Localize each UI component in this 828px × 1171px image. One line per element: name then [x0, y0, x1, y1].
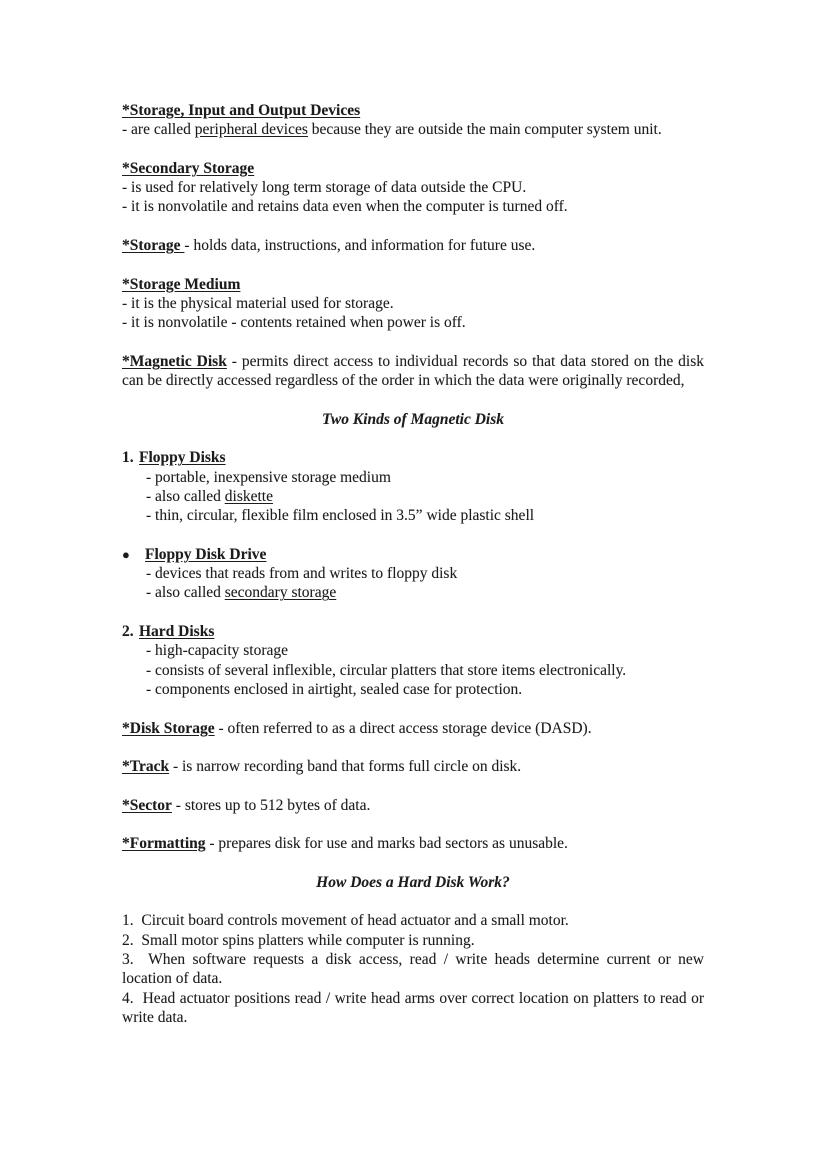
step-1	[122, 911, 704, 930]
step-2	[122, 931, 704, 950]
sub-floppy-1	[122, 468, 704, 487]
para-secondary-storage-2	[122, 197, 704, 216]
para-peripheral-devices	[122, 120, 704, 139]
text-segment: *Magnetic Disk	[122, 352, 227, 370]
section-magnetic-disk	[122, 352, 704, 391]
heading-storage-medium	[122, 275, 704, 294]
para-formatting-definition	[122, 834, 704, 853]
section-sector	[122, 796, 704, 815]
sub-floppy-3	[122, 506, 704, 525]
text-segment: *Secondary Storage	[122, 159, 255, 177]
section-storage	[122, 236, 704, 255]
heading-storage-io-devices	[122, 101, 704, 120]
text-segment: - portable, inexpensive storage medium	[146, 468, 391, 486]
heading-secondary-storage	[122, 159, 704, 178]
text-segment: - thin, circular, flexible film enclosed in 3.5” wide plastic shell	[146, 507, 535, 525]
list-number: 1.	[122, 449, 134, 467]
section-track	[122, 757, 704, 776]
sub-hard-1	[122, 641, 704, 660]
section-secondary-storage	[122, 159, 704, 217]
list-hard-disk-work-steps	[122, 911, 704, 1027]
text-segment: - stores up to 512 bytes of data.	[171, 796, 371, 814]
para-disk-storage-definition	[122, 719, 704, 738]
section-storage-medium	[122, 275, 704, 333]
list-head-hard-disks	[122, 622, 704, 641]
text-segment: *Storage, Input and Output Devices	[122, 102, 361, 119]
text-segment: How Does a Hard Disk Work?	[316, 873, 510, 891]
list-item-floppy-disk-drive	[122, 545, 704, 603]
section-formatting	[122, 834, 704, 853]
text-segment: because they are outside the main computer system unit.	[307, 121, 662, 139]
sub-floppy-2	[122, 487, 704, 506]
text-segment: - often referred to as a direct access storage device (DASD).	[214, 719, 592, 737]
text-segment: *Storage	[122, 237, 185, 255]
sub-hard-2	[122, 661, 704, 680]
text-segment: secondary storage	[224, 584, 337, 602]
list-head-floppy-disks	[122, 448, 704, 467]
sub-hard-3	[122, 680, 704, 699]
list-item-floppy-disks	[122, 448, 704, 525]
list-number: 2.	[122, 623, 134, 641]
text-segment: - permits direct access to individual records so that data stored on the disk can be directly accessed regardless of the order in which the data were originally recorded,	[122, 352, 704, 390]
text-segment: - prepares disk for use and marks bad sectors as unusable.	[205, 835, 568, 853]
para-track-definition	[122, 757, 704, 776]
text-segment: - is used for relatively long term storage of data outside the CPU.	[122, 179, 527, 197]
text-segment: 2. Small motor spins platters while computer is running.	[122, 931, 475, 949]
text-segment: Floppy Disks	[139, 449, 226, 467]
text-segment: *Storage Medium	[122, 275, 241, 293]
para-storage-medium-1	[122, 294, 704, 313]
text-segment: - it is the physical material used for storage.	[122, 294, 394, 312]
text-segment: diskette	[224, 487, 273, 505]
text-segment: Floppy Disk Drive	[145, 545, 267, 563]
step-3	[122, 950, 704, 989]
text-segment: *Formatting	[122, 835, 206, 853]
text-segment: - devices that reads from and writes to floppy disk	[146, 565, 458, 583]
text-segment: *Disk Storage	[122, 719, 215, 737]
text-segment: Hard Disks	[139, 623, 215, 641]
text-segment: *Sector	[122, 796, 172, 814]
text-segment: - components enclosed in airtight, sealed case for protection.	[146, 680, 523, 698]
step-4	[122, 989, 704, 1028]
centered-heading-two-kinds	[122, 410, 704, 429]
text-segment: 1. Circuit board controls movement of head actuator and a small motor.	[122, 912, 569, 930]
para-sector-definition	[122, 796, 704, 815]
section-storage-io-devices	[122, 101, 704, 140]
list-head-floppy-disk-drive	[122, 545, 704, 564]
text-segment: - consists of several inflexible, circular platters that store items electronically.	[146, 661, 627, 679]
text-segment: - it is nonvolatile - contents retained when power is off.	[122, 314, 466, 332]
text-segment: peripheral devices	[194, 121, 308, 139]
text-segment: Two Kinds of Magnetic Disk	[322, 410, 504, 428]
sub-drive-2	[122, 583, 704, 602]
text-segment: - it is nonvolatile and retains data even when the computer is turned off.	[122, 198, 568, 216]
sub-drive-1	[122, 564, 704, 583]
text-segment: 4. Head actuator positions read / write head arms over correct location on platters to read or write data.	[122, 989, 704, 1026]
text-segment: - high-capacity storage	[146, 642, 289, 660]
para-magnetic-disk-definition	[122, 352, 704, 391]
text-segment: *Track	[122, 758, 170, 776]
list-item-hard-disks	[122, 622, 704, 699]
text-segment: 3. When software requests a disk access, read / write heads determine current or new location of data.	[122, 951, 704, 988]
section-disk-storage	[122, 719, 704, 738]
text-segment: - is narrow recording band that forms full circle on disk.	[169, 758, 522, 776]
para-storage-medium-2	[122, 313, 704, 332]
bullet-icon: ●	[122, 546, 130, 562]
text-segment: - holds data, instructions, and information for future use.	[184, 237, 536, 255]
centered-heading-hard-disk-work	[122, 873, 704, 892]
text-segment: - are called	[122, 121, 195, 139]
para-storage-definition	[122, 236, 704, 255]
text-segment: - also called	[146, 487, 225, 505]
para-secondary-storage-1	[122, 178, 704, 197]
text-segment: - also called	[146, 584, 225, 602]
heading-two-kinds-of-magnetic-disk	[122, 410, 704, 429]
heading-how-does-a-hard-disk-work	[122, 873, 704, 892]
